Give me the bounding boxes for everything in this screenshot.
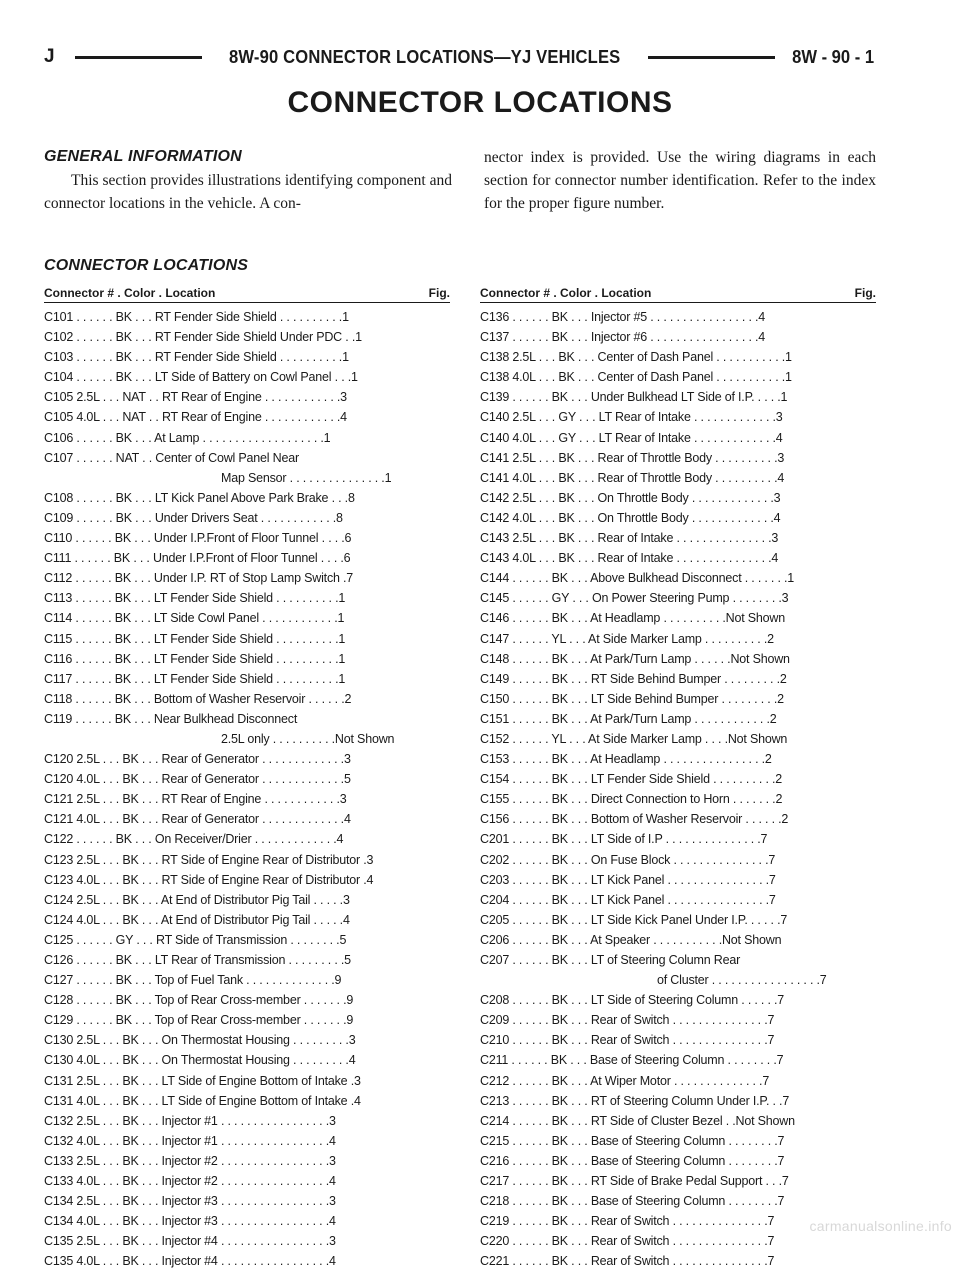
connector-entry: C121 2.5L . . . BK . . . RT Rear of Engine . . . . . . . . . . . .3	[44, 792, 347, 807]
page-number: 8W - 90 - 1	[792, 46, 875, 67]
connector-row	[44, 850, 450, 870]
column-header	[44, 286, 450, 303]
connector-row	[44, 990, 450, 1010]
connector-locations-heading: CONNECTOR LOCATIONS	[44, 257, 249, 274]
column-header-label: Connector # . Color . Location	[44, 286, 216, 300]
connector-row	[44, 1071, 450, 1091]
connector-entry: C101 . . . . . . BK . . . RT Fender Side Shield . . . . . . . . . .1	[44, 310, 349, 324]
connector-entry: C143 2.5L . . . BK . . . Rear of Intake . . . . . . . . . . . . . . .3	[480, 531, 779, 546]
connector-row	[44, 689, 450, 709]
connector-entry: C142 2.5L . . . BK . . . On Throttle Body . . . . . . . . . . . . .3	[480, 490, 781, 505]
connector-row	[480, 629, 876, 649]
connector-row	[44, 407, 450, 427]
connector-row	[44, 930, 450, 950]
connector-entry: C114 . . . . . . BK . . . LT Side Cowl Panel . . . . . . . . . . . .1	[44, 611, 345, 626]
connector-entry: C135 4.0L . . . BK . . . Injector #4 . . . . . . . . . . . . . . . . .4	[44, 1254, 336, 1269]
connector-row	[44, 709, 450, 729]
intro-paragraph-right: nector index is provided. Use the wiring diagrams in each section for connector number identification. Refer to the index for the proper figure number.	[484, 149, 876, 212]
connector-entry: C216 . . . . . . BK . . . Base of Steering Column . . . . . . . .7	[480, 1153, 785, 1168]
watermark: carmanualsonline.info	[809, 1218, 952, 1234]
connector-row	[44, 1010, 450, 1030]
connector-row	[44, 1091, 450, 1111]
connector-row	[480, 387, 876, 407]
connector-entry: C112 . . . . . . BK . . . Under I.P. RT of Stop Lamp Switch .7	[44, 571, 354, 586]
connector-entry: C213 . . . . . . BK . . . RT of Steering Column Under I.P. . .7	[480, 1093, 790, 1108]
connector-entry: C218 . . . . . . BK . . . Base of Steering Column . . . . . . . .7	[480, 1194, 785, 1209]
connector-row	[44, 488, 450, 508]
connector-row	[480, 508, 876, 528]
connector-row	[480, 327, 876, 347]
connector-row	[480, 669, 876, 689]
connector-row-continuation	[44, 729, 450, 749]
connector-entry: C133 2.5L . . . BK . . . Injector #2 . . . . . . . . . . . . . . . . .3	[44, 1153, 336, 1168]
connector-entry: C148 . . . . . . BK . . . At Park/Turn Lamp . . . . . .Not Shown	[480, 651, 790, 666]
connector-entry: C107 . . . . . . NAT . . Center of Cowl Panel Near	[44, 450, 299, 465]
header-title: 8W-90 CONNECTOR LOCATIONS—YJ VEHICLES	[229, 46, 621, 67]
connector-entry: C140 2.5L . . . GY . . . LT Rear of Intake . . . . . . . . . . . . .3	[480, 410, 783, 425]
connector-entry: C202 . . . . . . BK . . . On Fuse Block . . . . . . . . . . . . . . .7	[480, 852, 776, 867]
connector-entry: C214 . . . . . . BK . . . RT Side of Cluster Bezel . .Not Shown	[480, 1113, 795, 1128]
connector-entry: C110 . . . . . . BK . . . Under I.P.Front of Floor Tunnel . . . .6	[44, 531, 352, 546]
connector-entry: C130 4.0L . . . BK . . . On Thermostat Housing . . . . . . . . .4	[44, 1053, 356, 1068]
connector-row	[480, 890, 876, 910]
connector-entry: C215 . . . . . . BK . . . Base of Steering Column . . . . . . . .7	[480, 1133, 785, 1148]
connector-row	[480, 528, 876, 548]
general-information-heading: GENERAL INFORMATION	[44, 148, 242, 165]
connector-row	[44, 347, 450, 367]
connector-row	[480, 910, 876, 930]
connector-row	[44, 568, 450, 588]
connector-row	[44, 387, 450, 407]
header-rule-right	[648, 56, 775, 59]
connector-row	[480, 649, 876, 669]
connector-row	[44, 1131, 450, 1151]
column-header-fig: Fig.	[428, 286, 450, 300]
connector-row	[480, 588, 876, 608]
connector-entry: C155 . . . . . . BK . . . Direct Connection to Horn . . . . . . .2	[480, 792, 783, 807]
connector-entry: C221 . . . . . . BK . . . Rear of Switch . . . . . . . . . . . . . . .7	[480, 1254, 775, 1269]
connector-row	[480, 1151, 876, 1171]
connector-row	[480, 809, 876, 829]
connector-entry: C149 . . . . . . BK . . . RT Side Behind Bumper . . . . . . . . .2	[480, 671, 787, 686]
connector-row	[480, 448, 876, 468]
connector-row	[44, 890, 450, 910]
connector-row	[44, 809, 450, 829]
connector-entry: of Cluster . . . . . . . . . . . . . . . . .7	[657, 973, 827, 988]
connector-row	[480, 608, 876, 628]
connector-row	[480, 548, 876, 568]
connector-row	[480, 1131, 876, 1151]
connector-entry: C105 4.0L . . . NAT . . RT Rear of Engine . . . . . . . . . . . .4	[44, 410, 347, 425]
connector-row	[480, 729, 876, 749]
connector-row	[44, 307, 450, 327]
connector-row	[480, 1030, 876, 1050]
connector-row	[44, 769, 450, 789]
connector-row	[480, 407, 876, 427]
connector-row	[480, 1071, 876, 1091]
running-header	[44, 40, 874, 74]
connector-row	[44, 629, 450, 649]
connector-row	[44, 367, 450, 387]
connector-entry: C130 2.5L . . . BK . . . On Thermostat Housing . . . . . . . . .3	[44, 1033, 356, 1048]
connector-entry: C125 . . . . . . GY . . . RT Side of Transmission . . . . . . . .5	[44, 932, 347, 947]
connector-row	[480, 568, 876, 588]
connector-row	[480, 1171, 876, 1191]
connector-entry: C210 . . . . . . BK . . . Rear of Switch . . . . . . . . . . . . . . .7	[480, 1033, 775, 1048]
connector-entry: C135 2.5L . . . BK . . . Injector #4 . . . . . . . . . . . . . . . . .3	[44, 1234, 336, 1249]
connector-row-continuation	[44, 468, 450, 488]
connector-entry: C207 . . . . . . BK . . . LT of Steering Column Rear	[480, 953, 741, 967]
connector-row	[44, 588, 450, 608]
connector-entry: C212 . . . . . . BK . . . At Wiper Motor . . . . . . . . . . . . . .7	[480, 1073, 770, 1088]
connector-row	[480, 769, 876, 789]
connector-row	[480, 870, 876, 890]
connector-row	[44, 950, 450, 970]
connector-entry: C203 . . . . . . BK . . . LT Kick Panel . . . . . . . . . . . . . . . .7	[480, 872, 776, 887]
column-header-label: Connector # . Color . Location	[480, 286, 652, 300]
connector-entry: C142 4.0L . . . BK . . . On Throttle Body . . . . . . . . . . . . .4	[480, 510, 781, 525]
connector-entry: C133 4.0L . . . BK . . . Injector #2 . . . . . . . . . . . . . . . . .4	[44, 1174, 336, 1189]
connector-entry: C138 2.5L . . . BK . . . Center of Dash Panel . . . . . . . . . . .1	[480, 350, 792, 365]
connector-row	[480, 930, 876, 950]
connector-row	[44, 910, 450, 930]
column-header	[480, 286, 876, 303]
connector-entry: C137 . . . . . . BK . . . Injector #6 . . . . . . . . . . . . . . . . .4	[480, 330, 766, 345]
connector-row	[44, 528, 450, 548]
connector-row	[480, 829, 876, 849]
connector-row	[44, 1231, 450, 1251]
connector-row	[44, 970, 450, 990]
connector-row	[44, 1030, 450, 1050]
connector-entry: C140 4.0L . . . GY . . . LT Rear of Intake . . . . . . . . . . . . .4	[480, 430, 783, 445]
connector-index-right-column	[480, 286, 876, 1272]
connector-row	[480, 307, 876, 327]
connector-row	[44, 870, 450, 890]
connector-entry: C102 . . . . . . BK . . . RT Fender Side Shield Under PDC . .1	[44, 330, 362, 345]
connector-entry: C147 . . . . . . YL . . . At Side Marker Lamp . . . . . . . . . .2	[480, 631, 774, 646]
connector-entry: C206 . . . . . . BK . . . At Speaker . . . . . . . . . . .Not Shown	[480, 932, 782, 947]
connector-entry: C128 . . . . . . BK . . . Top of Rear Cross-member . . . . . . .9	[44, 993, 354, 1008]
connector-row	[44, 749, 450, 769]
connector-entry: C118 . . . . . . BK . . . Bottom of Washer Reservoir . . . . . .2	[44, 691, 352, 706]
connector-row	[480, 1050, 876, 1070]
connector-row	[44, 789, 450, 809]
connector-row	[44, 428, 450, 448]
connector-entry: C134 2.5L . . . BK . . . Injector #3 . . . . . . . . . . . . . . . . .3	[44, 1194, 336, 1209]
connector-row	[480, 689, 876, 709]
connector-entry: C208 . . . . . . BK . . . LT Side of Steering Column . . . . . .7	[480, 993, 785, 1008]
connector-row	[44, 649, 450, 669]
connector-row	[44, 448, 450, 468]
connector-entry: C219 . . . . . . BK . . . Rear of Switch . . . . . . . . . . . . . . .7	[480, 1214, 775, 1229]
connector-entry: C108 . . . . . . BK . . . LT Kick Panel Above Park Brake . . .8	[44, 490, 355, 505]
connector-entry: C123 4.0L . . . BK . . . RT Side of Engine Rear of Distributor .4	[44, 872, 374, 887]
connector-entry: C141 4.0L . . . BK . . . Rear of Throttle Body . . . . . . . . . .4	[480, 470, 785, 485]
connector-row	[44, 608, 450, 628]
connector-row	[44, 669, 450, 689]
connector-entry: C204 . . . . . . BK . . . LT Kick Panel . . . . . . . . . . . . . . . .7	[480, 892, 776, 907]
connector-row	[480, 1091, 876, 1111]
connector-row	[44, 327, 450, 347]
connector-entry: C103 . . . . . . BK . . . RT Fender Side Shield . . . . . . . . . .1	[44, 350, 349, 365]
connector-row	[480, 468, 876, 488]
connector-row	[480, 1231, 876, 1251]
connector-entry: C120 2.5L . . . BK . . . Rear of Generator . . . . . . . . . . . . .3	[44, 752, 351, 767]
connector-entry: C105 2.5L . . . NAT . . RT Rear of Engine . . . . . . . . . . . .3	[44, 390, 347, 405]
connector-entry: C139 . . . . . . BK . . . Under Bulkhead LT Side of I.P. . . . .1	[480, 390, 788, 405]
connector-entry: C121 4.0L . . . BK . . . Rear of Generator . . . . . . . . . . . . .4	[44, 812, 351, 827]
connector-row	[480, 990, 876, 1010]
connector-row	[480, 850, 876, 870]
connector-entry: 2.5L only . . . . . . . . . .Not Shown	[221, 731, 395, 746]
connector-row	[480, 950, 876, 970]
connector-entry: C217 . . . . . . BK . . . RT Side of Brake Pedal Support . . .7	[480, 1174, 789, 1189]
connector-entry: C152 . . . . . . YL . . . At Side Marker Lamp . . . .Not Shown	[480, 731, 788, 746]
connector-row	[480, 1111, 876, 1131]
connector-row	[44, 1191, 450, 1211]
connector-entry: C132 4.0L . . . BK . . . Injector #1 . . . . . . . . . . . . . . . . .4	[44, 1133, 336, 1148]
connector-entry: C104 . . . . . . BK . . . LT Side of Battery on Cowl Panel . . .1	[44, 370, 358, 385]
connector-entry: C153 . . . . . . BK . . . At Headlamp . . . . . . . . . . . . . . . .2	[480, 752, 772, 767]
connector-row	[480, 1191, 876, 1211]
connector-entry: C138 4.0L . . . BK . . . Center of Dash Panel . . . . . . . . . . .1	[480, 370, 792, 385]
connector-entry: C205 . . . . . . BK . . . LT Side Kick Panel Under I.P. . . . . .7	[480, 912, 788, 927]
connector-entry: C122 . . . . . . BK . . . On Receiver/Drier . . . . . . . . . . . . .4	[44, 832, 344, 847]
right-rows	[480, 307, 876, 1272]
connector-row	[44, 1151, 450, 1171]
header-rule-left	[75, 56, 202, 59]
connector-row	[480, 347, 876, 367]
connector-entry: C116 . . . . . . BK . . . LT Fender Side Shield . . . . . . . . . .1	[44, 651, 346, 666]
connector-entry: C111 . . . . . . BK . . . Under I.P.Front of Floor Tunnel . . . .6	[44, 551, 351, 566]
connector-row	[480, 709, 876, 729]
connector-entry: C109 . . . . . . BK . . . Under Drivers Seat . . . . . . . . . . . .8	[44, 510, 343, 525]
connector-row	[44, 1171, 450, 1191]
connector-entry: C146 . . . . . . BK . . . At Headlamp . . . . . . . . . .Not Shown	[480, 611, 785, 626]
connector-row	[480, 367, 876, 387]
connector-entry: C131 4.0L . . . BK . . . LT Side of Engine Bottom of Intake .4	[44, 1093, 361, 1108]
connector-entry: C209 . . . . . . BK . . . Rear of Switch . . . . . . . . . . . . . . .7	[480, 1013, 775, 1028]
connector-row	[480, 1251, 876, 1271]
intro-paragraph-left: This section provides illustrations identifying component and connector locations in the vehicle. A con-	[44, 172, 452, 212]
connector-entry: C124 4.0L . . . BK . . . At End of Distributor Pig Tail . . . . .4	[44, 912, 350, 927]
connector-row	[44, 508, 450, 528]
connector-entry: C115 . . . . . . BK . . . LT Fender Side Shield . . . . . . . . . .1	[44, 631, 346, 646]
connector-entry: C131 2.5L . . . BK . . . LT Side of Engine Bottom of Intake .3	[44, 1073, 361, 1088]
left-rows	[44, 307, 450, 1272]
connector-entry: C117 . . . . . . BK . . . LT Fender Side Shield . . . . . . . . . .1	[44, 671, 346, 686]
connector-entry: C150 . . . . . . BK . . . LT Side Behind Bumper . . . . . . . . .2	[480, 691, 784, 706]
connector-entry: Map Sensor . . . . . . . . . . . . . . .1	[221, 470, 392, 485]
connector-row-continuation	[480, 970, 876, 990]
connector-entry: C127 . . . . . . BK . . . Top of Fuel Tank . . . . . . . . . . . . . .9	[44, 973, 342, 988]
connector-row	[480, 488, 876, 508]
connector-row	[480, 428, 876, 448]
connector-row	[480, 789, 876, 809]
connector-entry: C220 . . . . . . BK . . . Rear of Switch . . . . . . . . . . . . . . .7	[480, 1234, 775, 1249]
connector-entry: C151 . . . . . . BK . . . At Park/Turn Lamp . . . . . . . . . . . .2	[480, 711, 777, 726]
connector-entry: C119 . . . . . . BK . . . Near Bulkhead Disconnect	[44, 711, 298, 726]
connector-row	[44, 829, 450, 849]
connector-row	[480, 1010, 876, 1030]
connector-entry: C106 . . . . . . BK . . . At Lamp . . . . . . . . . . . . . . . . . . .1	[44, 430, 331, 445]
column-header-fig: Fig.	[854, 286, 876, 300]
page-title: CONNECTOR LOCATIONS	[287, 86, 673, 119]
connector-entry: C156 . . . . . . BK . . . Bottom of Washer Reservoir . . . . . .2	[480, 812, 789, 827]
connector-entry: C132 2.5L . . . BK . . . Injector #1 . . . . . . . . . . . . . . . . .3	[44, 1113, 336, 1128]
connector-entry: C134 4.0L . . . BK . . . Injector #3 . . . . . . . . . . . . . . . . .4	[44, 1214, 336, 1229]
connector-entry: C120 4.0L . . . BK . . . Rear of Generator . . . . . . . . . . . . .5	[44, 772, 351, 787]
connector-entry: C126 . . . . . . BK . . . LT Rear of Transmission . . . . . . . . .5	[44, 953, 351, 967]
connector-entry: C136 . . . . . . BK . . . Injector #5 . . . . . . . . . . . . . . . . .4	[480, 310, 766, 324]
connector-entry: C143 4.0L . . . BK . . . Rear of Intake . . . . . . . . . . . . . . .4	[480, 551, 779, 566]
connector-entry: C154 . . . . . . BK . . . LT Fender Side Shield . . . . . . . . . .2	[480, 772, 783, 787]
connector-row	[44, 1111, 450, 1131]
connector-entry: C129 . . . . . . BK . . . Top of Rear Cross-member . . . . . . .9	[44, 1013, 354, 1028]
section-letter: J	[44, 46, 55, 67]
connector-row	[44, 1251, 450, 1271]
connector-entry: C123 2.5L . . . BK . . . RT Side of Engine Rear of Distributor .3	[44, 852, 374, 867]
connector-entry: C124 2.5L . . . BK . . . At End of Distributor Pig Tail . . . . .3	[44, 892, 350, 907]
connector-row	[44, 1050, 450, 1070]
connector-index-left-column	[44, 286, 450, 1272]
connector-row	[44, 548, 450, 568]
connector-entry: C113 . . . . . . BK . . . LT Fender Side Shield . . . . . . . . . .1	[44, 591, 346, 606]
connector-row	[44, 1211, 450, 1231]
connector-entry: C211 . . . . . . BK . . . Base of Steering Column . . . . . . . .7	[480, 1053, 784, 1068]
connector-entry: C201 . . . . . . BK . . . LT Side of I.P . . . . . . . . . . . . . . .7	[480, 832, 768, 847]
connector-entry: C144 . . . . . . BK . . . Above Bulkhead Disconnect . . . . . . .1	[480, 571, 795, 586]
connector-entry: C145 . . . . . . GY . . . On Power Steering Pump . . . . . . . .3	[480, 591, 789, 606]
connector-row	[480, 749, 876, 769]
connector-entry: C141 2.5L . . . BK . . . Rear of Throttle Body . . . . . . . . . .3	[480, 450, 785, 465]
